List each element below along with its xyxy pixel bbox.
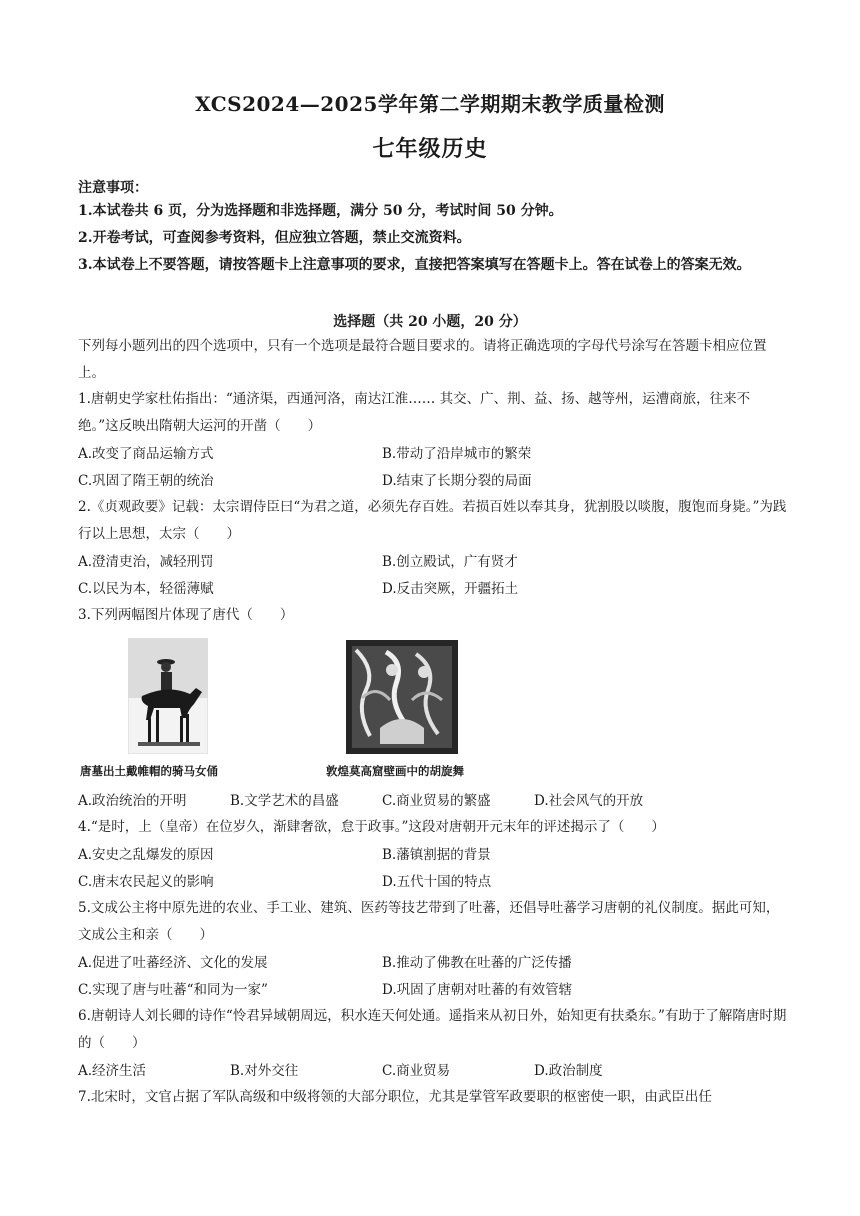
question-5-option-d: D.巩固了唐朝对吐蕃的有效管辖 [382,982,573,998]
question-4-option-d: D.五代十国的特点 [382,874,492,890]
question-6-option-a: A.经济生活 [78,1063,147,1079]
question-5-option-b: B.推动了佛教在吐蕃的广泛传播 [382,955,572,971]
question-6-option-b: B.对外交往 [230,1063,299,1079]
question-5-stem: 5.文成公主将中原先进的农业、手工业、建筑、医药等技艺带到了吐蕃，还倡导吐蕃学习唐朝的礼仪制度。据此可知，文成公主和亲（ ） [78,900,780,943]
question-3-option-a: A.政治统治的开明 [78,793,187,809]
section-instructions: 下列每小题列出的四个选项中，只有一个选项是最符合题目要求的。请将正确选项的字母代号涂写在答题卡相应位置上。 [78,338,767,381]
question-6-option-d: D.政治制度 [534,1063,603,1079]
question-5-option-a: A.促进了吐蕃经济、文化的发展 [78,955,268,971]
rider-figurine-image [128,638,208,754]
question-3-option-b: B.文学艺术的昌盛 [230,793,339,809]
question-4-stem: 4.“是时，上（皇帝）在位岁久，渐肆奢欲，怠于政事。”这段对唐朝开元末年的评述揭示了（ ） [78,819,665,835]
question-2-option-a: A.澄清吏治，减轻刑罚 [78,554,214,570]
exam-title: XCS2024—2025学年第二学期期末教学质量检测 [195,92,665,116]
exam-subject: 七年级历史 [372,136,488,162]
question-1-option-d: D.结束了长期分裂的局面 [382,473,532,489]
question-1-option-c: C.巩固了隋王朝的统治 [78,473,214,489]
section-title: 选择题（共 20 小题，20 分） [333,314,527,330]
question-7-stem: 7.北宋时，文官占据了军队高级和中级将领的大部分职位，尤其是掌管军政要职的枢密使一职，由武臣出任 [78,1089,712,1105]
question-6-option-c: C.商业贸易 [382,1063,451,1079]
note-item: 2.开卷考试，可查阅参考资料，但应独立答题，禁止交流资料。 [78,230,471,246]
question-1-option-a: A.改变了商品运输方式 [78,446,214,462]
question-2-option-b: B.创立殿试，广有贤才 [382,554,518,570]
question-4-option-b: B.藩镇割据的背景 [382,847,491,863]
question-1-option-b: B.带动了沿岸城市的繁荣 [382,446,532,462]
note-item: 1.本试卷共 6 页，分为选择题和非选择题，满分 50 分，考试时间 50 分钟。 [78,203,563,219]
question-2-option-c: C.以民为本，轻徭薄赋 [78,581,214,597]
question-6-stem: 6.唐朝诗人刘长卿的诗作“怜君异域朝周远，积水连天何处通。遥指来从初日外，始知更有扶桑东。”有助于了解隋唐时期的（ ） [78,1008,787,1051]
note-item: 3.本试卷上不要答题，请按答题卡上注意事项的要求，直接把答案填写在答题卡上。答在试卷上的答案无效。 [78,257,751,273]
question-3-option-c: C.商业贸易的繁盛 [382,793,491,809]
question-5-option-c: C.实现了唐与吐蕃“和同为一家” [78,982,268,998]
figure-1-caption: 唐墓出土戴帷帽的骑马女俑 [80,764,218,778]
question-2-option-d: D.反击突厥，开疆拓土 [382,581,519,597]
notes-heading: 注意事项： [78,180,148,196]
question-4-option-a: A.安史之乱爆发的原因 [78,847,214,863]
question-2-stem: 2.《贞观政要》记载：太宗谓侍臣曰“为君之道，必须先存百姓。若损百姓以奉其身，犹割股以啖腹，腹饱而身毙。”为践行以上思想，太宗（ ） [78,499,787,542]
question-4-option-c: C.唐末农民起义的影响 [78,874,214,890]
mural-dance-image [346,640,458,754]
question-3-option-d: D.社会风气的开放 [534,793,644,809]
question-1-stem: 1.唐朝史学家杜佑指出：“通济渠，西通河洛，南达江淮…… 其交、广、荆、益、扬、越等州，运漕商旅，往来不绝。”这反映出隋朝大运河的开凿（ ） [78,391,751,434]
figure-2-caption: 敦煌莫高窟壁画中的胡旋舞 [326,764,464,778]
question-3-stem: 3.下列两幅图片体现了唐代（ ） [78,607,294,623]
